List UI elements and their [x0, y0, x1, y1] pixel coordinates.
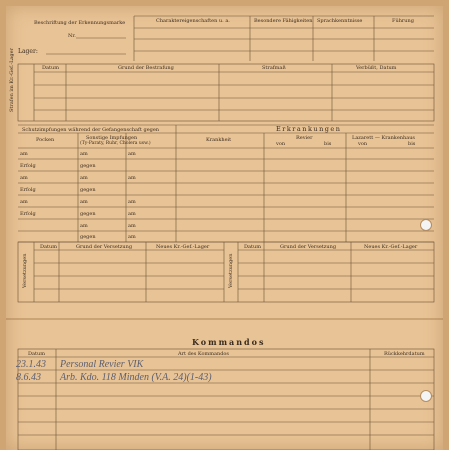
versetzungen-side-label-right: Versetzungen — [228, 253, 234, 288]
sonstige-am-row: am — [128, 199, 136, 205]
sonstige-row: gegen — [80, 187, 96, 193]
card-fold-line — [6, 318, 443, 320]
versetzung-neues-header: Neues Kr.-Gef.-Lager — [156, 244, 210, 250]
sonstige-row: am — [80, 199, 88, 205]
sonstige-row: am — [80, 175, 88, 181]
sonstige-row: gegen — [80, 163, 96, 169]
faehigkeiten-header: Besondere Fähigkeiten — [254, 18, 313, 24]
versetzung-datum-header: Datum — [40, 244, 57, 250]
revier-von: von — [276, 141, 286, 147]
fuehrung-header: Führung — [392, 18, 414, 24]
punch-hole — [420, 390, 432, 402]
kommando-rueckkehr-header: Rückkehrdatum — [384, 351, 425, 357]
pocken-row: Erfolg — [20, 211, 36, 217]
strafen-strafmass-header: Strafmaß — [262, 65, 286, 71]
krankheit-header: Krankheit — [206, 137, 232, 143]
form-grid-lines — [6, 6, 443, 450]
punch-hole — [420, 219, 432, 231]
sonstige-row: gegen — [80, 234, 96, 240]
nr-label: Nr. — [68, 33, 76, 39]
sonstige-header: Sonstige Impfungen — [86, 135, 138, 141]
versetzung-datum-header-right: Datum — [244, 244, 261, 250]
sprachen-header: Sprachkenntnisse — [317, 18, 363, 24]
pocken-row: am — [20, 175, 28, 181]
erkrankungen-title: Erkrankungen — [276, 125, 342, 133]
pocken-row: am — [20, 151, 28, 157]
lazarett-von: von — [358, 141, 368, 147]
sonstige-subheader: (Ty-Paraty, Ruhr, Cholera usw.) — [80, 141, 151, 146]
personnel-card — [6, 6, 443, 450]
kommando-datum-header: Datum — [28, 351, 45, 357]
pocken-row: Erfolg — [20, 187, 36, 193]
lager-label: Lager: — [18, 48, 38, 55]
sonstige-am-row: am — [128, 175, 136, 181]
kommando-art-header: Art des Kommandos — [178, 351, 229, 357]
revier-bis: bis — [324, 141, 332, 147]
sonstige-am-row: am — [128, 223, 136, 229]
revier-header: Revier — [296, 135, 313, 141]
kommando-entry-art: Personal Revier VIK — [60, 359, 144, 370]
impf-title: Schutzimpfungen während der Gefangenschaft gegen — [22, 127, 160, 133]
strafen-grund-header: Grund der Bestrafung — [118, 65, 174, 71]
sonstige-am-row: am — [128, 151, 136, 157]
beschriftung-label: Beschriftung der Erkennungsmarke — [34, 20, 126, 26]
versetzung-grund-header-right: Grund der Versetzung — [280, 244, 337, 250]
pocken-row: Erfolg — [20, 163, 36, 169]
sonstige-am-row: am — [128, 234, 136, 240]
kommandos-title: Kommandos — [192, 337, 266, 347]
sonstige-row: am — [80, 151, 88, 157]
strafen-datum-header: Datum — [42, 65, 59, 71]
lazarett-header: Lazarett — Krankenhaus — [352, 135, 415, 141]
pocken-row: am — [20, 199, 28, 205]
sonstige-row: am — [80, 223, 88, 229]
strafen-side-label: Strafen im Kr.-Gef.-Lager — [9, 48, 15, 112]
sonstige-row: gegen — [80, 211, 96, 217]
pocken-header: Pocken — [36, 137, 55, 143]
versetzung-neues-header-right: Neues Kr.-Gef.-Lager — [364, 244, 418, 250]
kommando-entry-datum: 23.1.43 — [16, 359, 46, 370]
versetzung-grund-header: Grund der Versetzung — [76, 244, 133, 250]
versetzungen-side-label-left: Versetzungen — [22, 253, 28, 288]
sonstige-am-row: am — [128, 211, 136, 217]
kommando-entry-datum: 8.6.43 — [16, 372, 41, 383]
kommando-entry-art: Arb. Kdo. 118 Minden (V.A. 24)(1-43) — [60, 372, 212, 383]
lazarett-bis: bis — [408, 141, 416, 147]
strafen-verbuesst-header: Verbüßt, Datum — [356, 65, 397, 71]
charakter-header: Charaktereigenschaften u. a. — [156, 18, 230, 24]
